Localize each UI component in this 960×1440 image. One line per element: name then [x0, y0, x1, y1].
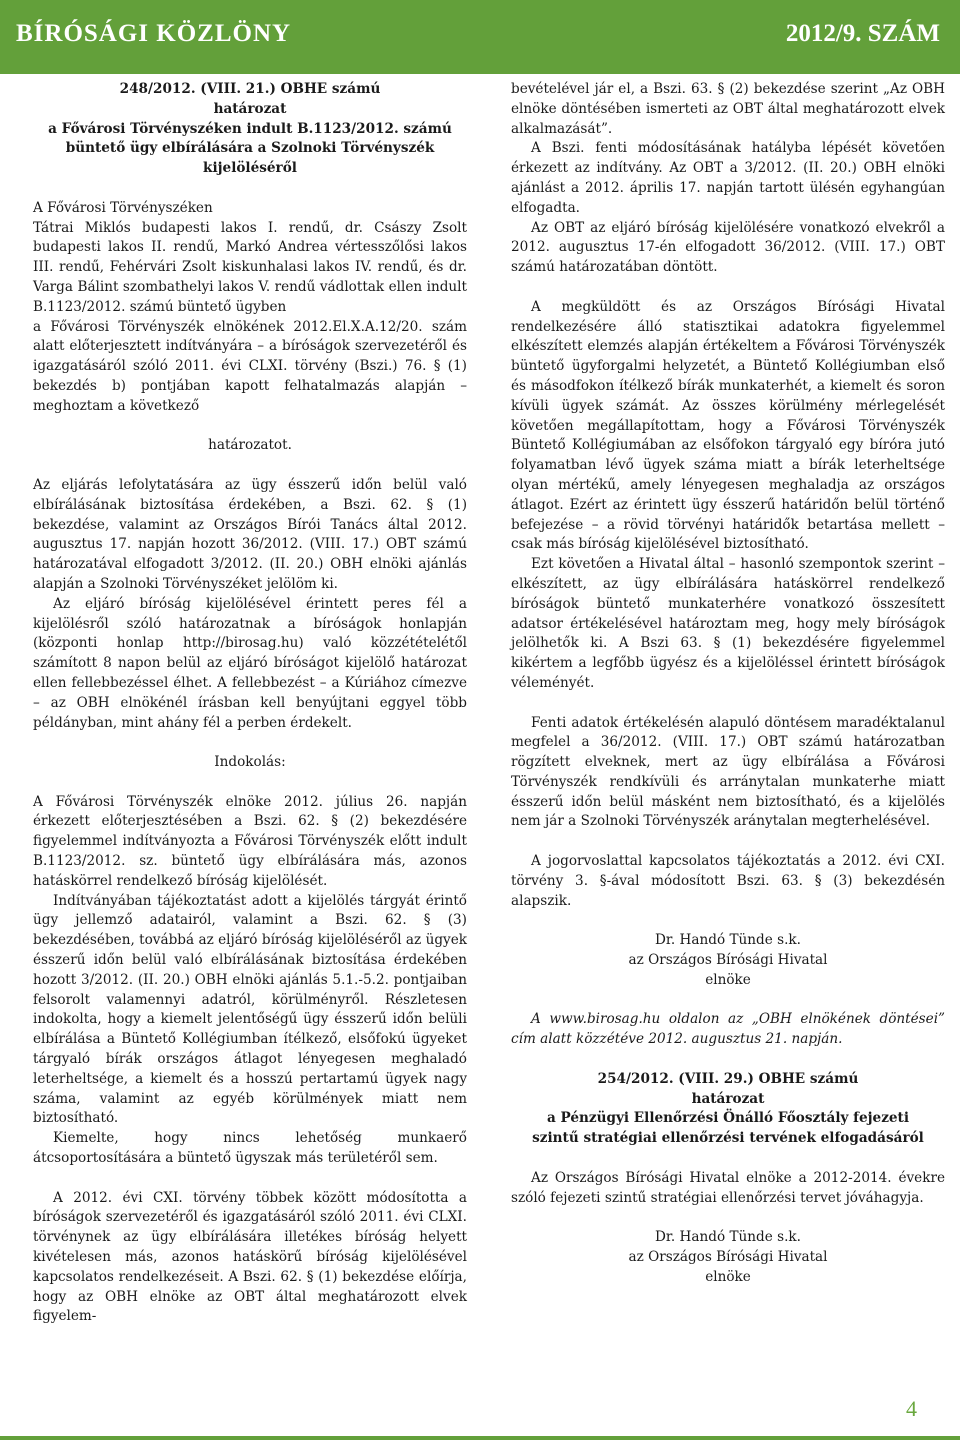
right-column-paragraph: elnöke [705, 971, 751, 988]
spacer [511, 1149, 945, 1169]
right-column [511, 80, 945, 1288]
left-column-paragraph: a Fővárosi Törvényszék elnökének 2012.El.X.A.12/20. szám alatt előterjesztett indítványára – a bíróságok szervezetéről és igazgatásáról szóló 2011. évi CLXI. törvény (Bszi.) 76. § (1) bekezdés b) pontjában kapott felhatalmazás alapján – meghoztam a következő [33, 318, 467, 414]
right-column-paragraph: A jogorvoslattal kapcsolatos tájékoztatás a 2012. évi CXI. törvény 3. §-ával módosított Bszi. 63. § (3) bekezdésén alapszik. [511, 853, 945, 909]
left-column-paragraph: A Fővárosi Törvényszék elnöke 2012. július 26. napján érkezett előterjesztésében a Bszi. 62. § (2) bekezdésére figyelemmel indítványozta a Fővárosi Törvényszék előtt indult B.1123/2012. sz. büntető ügy elbírálására más, azonos hatáskörrel rendelkező bíróság kijelölését. [33, 793, 467, 889]
right-column-paragraph: A Bszi. fenti módosításának hatályba lépését követően érkezett az indítvány. Az OBT a 3/2012. (II. 20.) OBH elnöki ajánlást a 2012. április 17. napján tartott ülésén egyhangúan elfogadta. [511, 140, 945, 216]
left-column-paragraph: A Fővárosi Törvényszéken [33, 199, 213, 216]
right-column-paragraph: elnöke [705, 1268, 751, 1285]
left-column-paragraph: Az eljárás lefolytatására az ügy ésszerű időn belül való elbírálásának biztosítása érdekében, a Bszi. 62. § (1) bekezdése, valamint az Országos Bírói Tanács által 2012. augusztus 17. napján hozott 36/2012. (VIII. 17.) OBT számú határozatával elfogadott 3/2012. (II. 20.) OBH elnöki ajánlás alapján a Szolnoki Törvényszéket jelölöm ki. [33, 476, 467, 592]
right-column-paragraph: szintű stratégiai ellenőrzési tervének elfogadásáról [532, 1130, 924, 1147]
right-column-paragraph: A www.birosag.hu oldalon az „OBH elnökének döntései” cím alatt közzétéve 2012. augusztus 21. napján. [511, 1011, 945, 1048]
bottom-rule [0, 1436, 960, 1440]
left-column-paragraph: 248/2012. (VIII. 21.) OBHE számú [119, 81, 381, 97]
left-column-paragraph: határozat [213, 100, 287, 117]
right-column-paragraph: Fenti adatok értékelésén alapuló döntésem maradéktalanul megfelel a 36/2012. (VIII. 17.) OBT számú határozatban rögzített elveknek, mert az ügy elbírálása a Fővárosi Törvényszék rendkívüli és arránytalan munkaterhe miatt ésszerű időn belül másként nem biztosítható, és a kijelölés nem jár a Szolnoki Törvényszék aránytalan megterhelésével. [511, 714, 945, 830]
spacer [33, 456, 467, 476]
spacer [33, 773, 467, 793]
journal-header [0, 0, 960, 74]
right-column-paragraph: Ezt követően a Hivatal által – hasonló szempontok szerint – elkészített, az ügy elbírálására hatáskörrel rendelkező bíróságok büntető munkaterhére vonatkozó összesített adatsor értékelésével határoztam meg, hogy mely bíróságok jelölhetők ki. A Bszi 63. § (1) bekezdésére figyelemmel kikértem a legfőbb ügyész és a kijelöléssel érintett bíróságok véleményét. [511, 556, 945, 691]
left-column-paragraph: büntető ügy elbírálására a Szolnoki Törvényszék [65, 140, 435, 157]
spacer [33, 1169, 467, 1189]
spacer [511, 1208, 945, 1228]
right-column-paragraph: 254/2012. (VIII. 29.) OBHE számú [597, 1070, 859, 1087]
right-column-paragraph: az Országos Bírósági Hivatal [628, 952, 828, 969]
spacer [511, 278, 945, 298]
left-column-paragraph: Kiemelte, hogy nincs lehetőség munkaerő átcsoportosítására a büntető ügyszak más területéről sem. [33, 1130, 467, 1167]
spacer [511, 832, 945, 852]
right-column-paragraph: Dr. Handó Tünde s.k. [655, 1229, 801, 1246]
page-number: 4 [906, 1396, 917, 1421]
left-column-paragraph: határozatot. [208, 437, 292, 454]
left-column-paragraph: a Fővárosi Törvényszéken indult B.1123/2012. számú [48, 120, 452, 137]
right-column-paragraph: bevételével jár el, a Bszi. 63. § (2) bekezdése szerint „Az OBH elnöke döntésében ismerteti az OBT által meghatározott elvek alkalmazását”. [511, 81, 945, 137]
spacer [33, 417, 467, 437]
right-column-paragraph: Az OBT az eljáró bíróság kijelölésére vonatkozó elvekről a 2012. augusztus 17-én elfogadott 36/2012. (VIII. 17.) OBT számú határozatában döntött. [511, 219, 945, 276]
right-column-paragraph: a Pénzügyi Ellenőrzési Önálló Főosztály fejezeti [546, 1110, 910, 1127]
spacer [511, 911, 945, 931]
right-column-paragraph: Az Országos Bírósági Hivatal elnöke a 2012-2014. évekre szóló fejezeti szintű stratégiai ellenőrzési tervet jóváhagyja. [511, 1169, 945, 1206]
spacer [33, 179, 467, 199]
left-column-paragraph: kijelöléséről [203, 160, 297, 177]
left-column [33, 80, 467, 1327]
left-column-paragraph: A 2012. évi CXI. törvény többek között módosította a bíróságok szervezetéről és igazgatásáról szóló 2011. évi CLXI. törvénynek az ügy elbírálására illetékes bíróság helyett kivételesen más, azonos hatáskörű bíróság kijelölésével kapcsolatos rendelkezéseit. A Bszi. 62. § (1) bekezdése előírja, hogy az OBH elnöke az OBT által meghatározott elvek figyelem- [33, 1189, 467, 1325]
left-column-paragraph: Indokolás: [214, 754, 286, 771]
right-column-paragraph: az Országos Bírósági Hivatal [628, 1249, 828, 1266]
journal-title: BÍRÓSÁGI KÖZLÖNY [16, 20, 292, 47]
left-column-paragraph: Az eljáró bíróság kijelölésével érintett peres fél a kijelölésről szóló határozatnak a bíróságok honlapján (központi honlap http://birosag.hu) való közzétételétől számított 8 napon belül az eljáró bíróságot kijelölő határozat ellen fellebbezéssel élhet. A fellebbezést – a Kúriához címezve – az OBH elnökénél írásban kell benyújtani eggyel több példányban, mint ahány fél a perben érdekelt. [33, 595, 467, 731]
right-column-paragraph: A megküldött és az Országos Bírósági Hivatal rendelkezésére álló statisztikai adatokra figyelemmel elkészített elemzés alapján értékeltem a Fővárosi Törvényszék büntető ügyforgalmi helyzetét, a Büntető Kollégiumban első és másodfokon ítélkező bírák munkaterhét, a kiemelt és soron kívüli ügyek számát. Az összes körülmény mérlegelését követően megállapítottam, hogy a Fővárosi Törvényszék Büntető Kollégiumában az elsőfokon tárgyaló egy bíróra jutó folyamatban lévő ügyek száma miatt a bírák leterheltsége olyan mértékű, amely lényegesen meghaladja az országos átlagot. Ezért az érintett ügy ésszerű határidőn belül történő befejezése – a rövid törvényi határidők betartása mellett – csak más bíróság kijelölésével biztosítható. [511, 298, 945, 553]
right-column-paragraph: határozat [691, 1090, 765, 1107]
left-column-paragraph: Tátrai Miklós budapesti lakos I. rendű, dr. Császy Zsolt budapesti lakos II. rendű, Markó Andrea vértesszőlősi lakos III. rendű, Fehérvári Zsolt kiskunhalasi lakos IV. rendű, és dr. Varga Bálint szombathelyi lakos V. rendű vádlottak ellen indult B.1123/2012. számú büntető ügyben [33, 219, 467, 315]
left-column-paragraph: Indítványában tájékoztatást adott a kijelölés tárgyát érintő ügy jellemző adatairól, valamint a Bszi. 62. § (3) bekezdésében, továbbá az eljáró bíróság kijelöléséről az ügyek ésszerű időn belül való elbírálásának biztosítása érdekében hozott 3/2012. (II. 20.) OBH elnöki ajánlás 5.1.-5.2. pontjaiban felsorolt valamennyi adatról, körülményről. Részletesen indokolta, hogy a kiemelt jelentőségű ügy ésszerű időn belüli elbírálása a Büntető Kollégiumban ítélkező, elsőfokú ügyeket tárgyaló bírák országos átlagot lényegesen meghaladó leterheltsége, a kiemelt és a hosszú pertartamú ügyek nagy száma, valamint az egyéb körülmények miatt nem biztosítható. [33, 892, 467, 1127]
spacer [511, 694, 945, 714]
spacer [511, 1050, 945, 1070]
issue-number: 2012/9. SZÁM [785, 20, 940, 47]
right-column-paragraph: Dr. Handó Tünde s.k. [655, 932, 801, 949]
spacer [33, 733, 467, 753]
spacer [511, 991, 945, 1011]
